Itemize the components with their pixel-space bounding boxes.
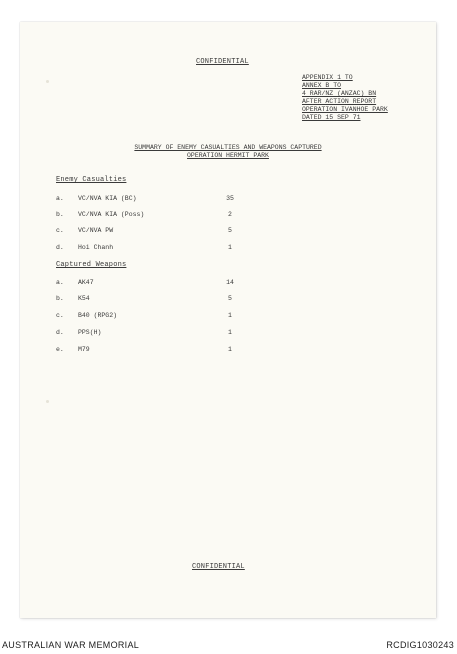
item-count: 1: [228, 312, 232, 319]
item-letter: c.: [56, 312, 64, 319]
item-label: M79: [78, 346, 90, 353]
item-count: 5: [228, 295, 232, 302]
appendix-line: ANNEX B TO: [302, 82, 342, 89]
list-item: [56, 295, 256, 305]
item-label: VC/NVA KIA (Poss): [78, 211, 145, 218]
document-subtitle: OPERATION HERMIT PARK: [187, 152, 269, 159]
item-count: 1: [228, 244, 232, 251]
appendix-block: [302, 74, 398, 122]
item-letter: d.: [56, 244, 64, 251]
header-classification: CONFIDENTIAL: [196, 58, 249, 66]
appendix-line: APPENDIX 1 TO: [302, 74, 353, 81]
document-page: [20, 22, 436, 618]
item-label: VC/NVA PW: [78, 227, 114, 234]
list-item: [56, 279, 256, 289]
item-count: 5: [228, 227, 232, 234]
item-count: 1: [228, 329, 232, 336]
punch-hole-mark: [46, 400, 49, 403]
appendix-line: AFTER ACTION REPORT: [302, 98, 377, 105]
appendix-line: DATED 15 SEP 71: [302, 114, 361, 121]
item-letter: d.: [56, 329, 64, 336]
item-count: 14: [226, 279, 234, 286]
item-label: VC/NVA KIA (BC): [78, 195, 137, 202]
document-title: SUMMARY OF ENEMY CASUALTIES AND WEAPONS CAPTURED: [134, 144, 322, 151]
punch-hole-mark: [46, 80, 49, 83]
list-item: [56, 244, 256, 254]
item-label: PPS(H): [78, 329, 102, 336]
list-item: [56, 346, 256, 356]
list-item: [56, 195, 256, 205]
list-item: [56, 312, 256, 322]
institution-label: AUSTRALIAN WAR MEMORIAL: [2, 640, 140, 650]
item-letter: c.: [56, 227, 64, 234]
item-count: 35: [226, 195, 234, 202]
footer-classification: CONFIDENTIAL: [192, 563, 245, 571]
archive-caption-bar: [0, 636, 457, 654]
item-letter: e.: [56, 346, 64, 353]
weapons-heading: Captured Weapons: [56, 261, 127, 269]
item-letter: b.: [56, 295, 64, 302]
item-count: 1: [228, 346, 232, 353]
item-label: K54: [78, 295, 90, 302]
list-item: [56, 227, 256, 237]
appendix-line: 4 RAR/NZ (ANZAC) BN: [302, 90, 377, 97]
item-letter: a.: [56, 195, 64, 202]
item-label: AK47: [78, 279, 94, 286]
item-label: Hoi Chanh: [78, 244, 114, 251]
item-label: B40 (RPG2): [78, 312, 118, 319]
list-item: [56, 329, 256, 339]
appendix-line: OPERATION IVANHOE PARK: [302, 106, 388, 113]
item-letter: a.: [56, 279, 64, 286]
casualties-heading: Enemy Casualties: [56, 176, 127, 184]
reference-number: RCDIG1030243: [386, 640, 454, 650]
item-letter: b.: [56, 211, 64, 218]
list-item: [56, 211, 256, 221]
item-count: 2: [228, 211, 232, 218]
